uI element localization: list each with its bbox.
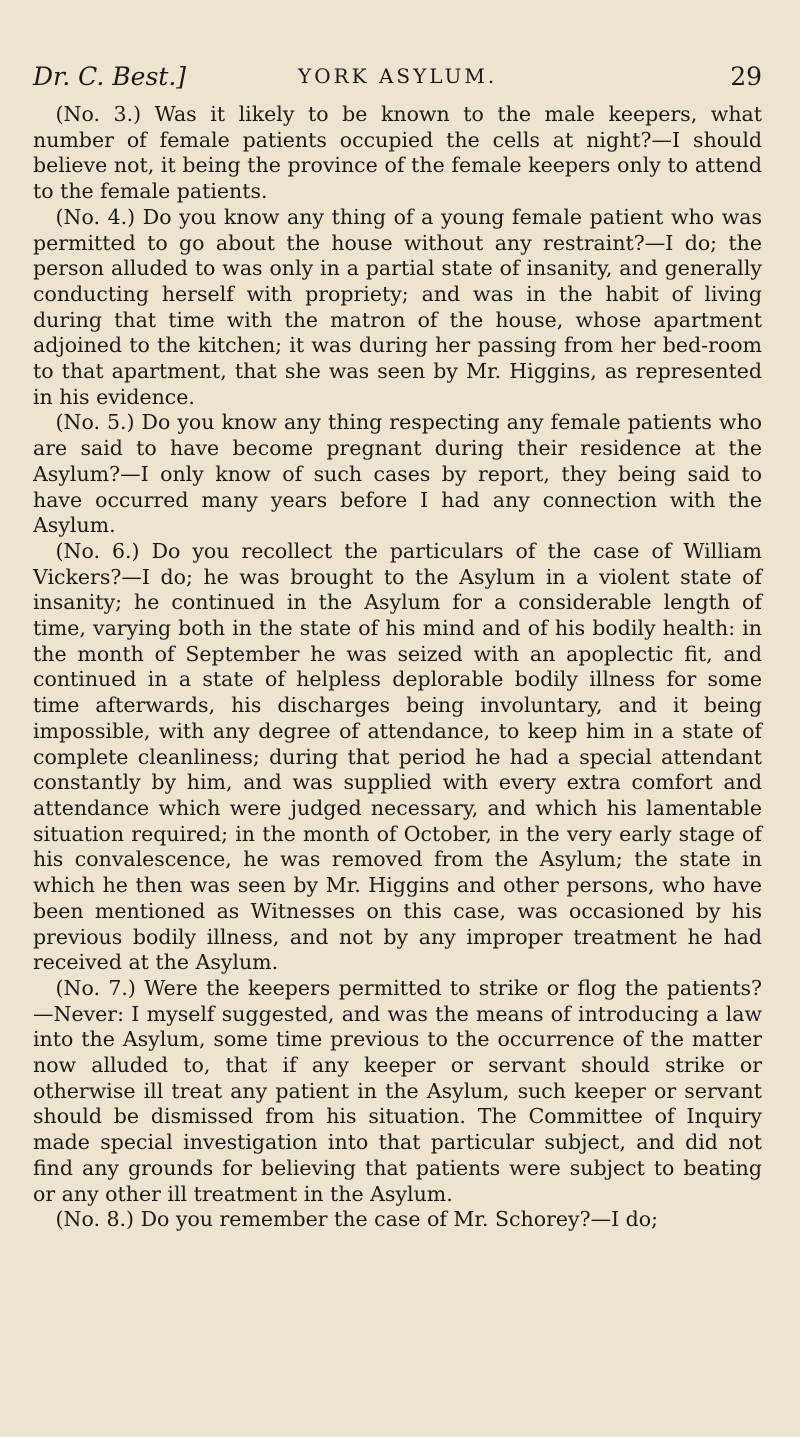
question-6-paragraph: (No. 6.) Do you recollect the particulars of the case of William Vickers?—I do; he was brought to the Asylum in a violent state of insanity; he continued in the Asylum for a considerable length of time, varying both in the state of his mind and of his bodily health: in the month of September he was seized with an apoplectic fit, and continued in a state of helpless deplorable bodily illness for some time afterwards, his discharges being involuntary, and it being impossible, with any degree of attendance, to keep him in a state of complete cleanliness; during that period he had a special attendant constantly by him, and was supplied with every extra comfort and attendance which were judged necessary, and which his lamentable situation required; in the month of October, in the very early stage of his convalescence, he was removed from the Asylum; the state in which he then was seen by Mr. Higgins and other persons, who have been mentioned as Witnesses on this case, was occasioned by his previous bodily illness, and not by any improper treatment he had received at the Asylum. (33, 538, 762, 975)
running-title: YORK ASYLUM. (298, 64, 498, 88)
page-number: 29 (730, 62, 762, 91)
question-5-paragraph: (No. 5.) Do you know any thing respecting any female patients who are said to have become pregnant during their residence at the Asylum?—I only know of such cases by report, they being said to have occurred many years before I had any connection with the Asylum. (33, 410, 762, 538)
question-7-paragraph: (No. 7.) Were the keepers permitted to strike or flog the patients?—Never: I myself suggested, and was the means of introducing a law into the Asylum, some time previous to the occurrence of the matter now alluded to, that if any keeper or servant should strike or otherwise ill treat any patient in the Asylum, such keeper or servant should be dismissed from his situation. The Committee of Inquiry made special investigation into that particular subject, and did not find any grounds for believing that patients were subject to beating or any other ill treatment in the Asylum. (33, 975, 762, 1206)
question-4-paragraph: (No. 4.) Do you know any thing of a young female patient who was permitted to go about the house without any restraint?—I do; the person alluded to was only in a partial state of insanity, and generally conducting herself with propriety; and was in the habit of living during that time with the matron of the house, whose apartment adjoined to the kitchen; it was during her passing from her bed-room to that apartment, that she was seen by Mr. Higgins, as represented in his evidence. (33, 204, 762, 409)
question-3-paragraph: (No. 3.) Was it likely to be known to the male keepers, what number of female patients occupied the cells at night?—I should believe not, it being the province of the female keepers only to attend to the female patients. (33, 102, 762, 204)
author-attribution: Dr. C. Best.] (33, 62, 187, 91)
body-text (33, 102, 762, 1233)
question-8-paragraph: (No. 8.) Do you remember the case of Mr. Schorey?—I do; (55, 1207, 659, 1232)
running-head (33, 62, 762, 102)
